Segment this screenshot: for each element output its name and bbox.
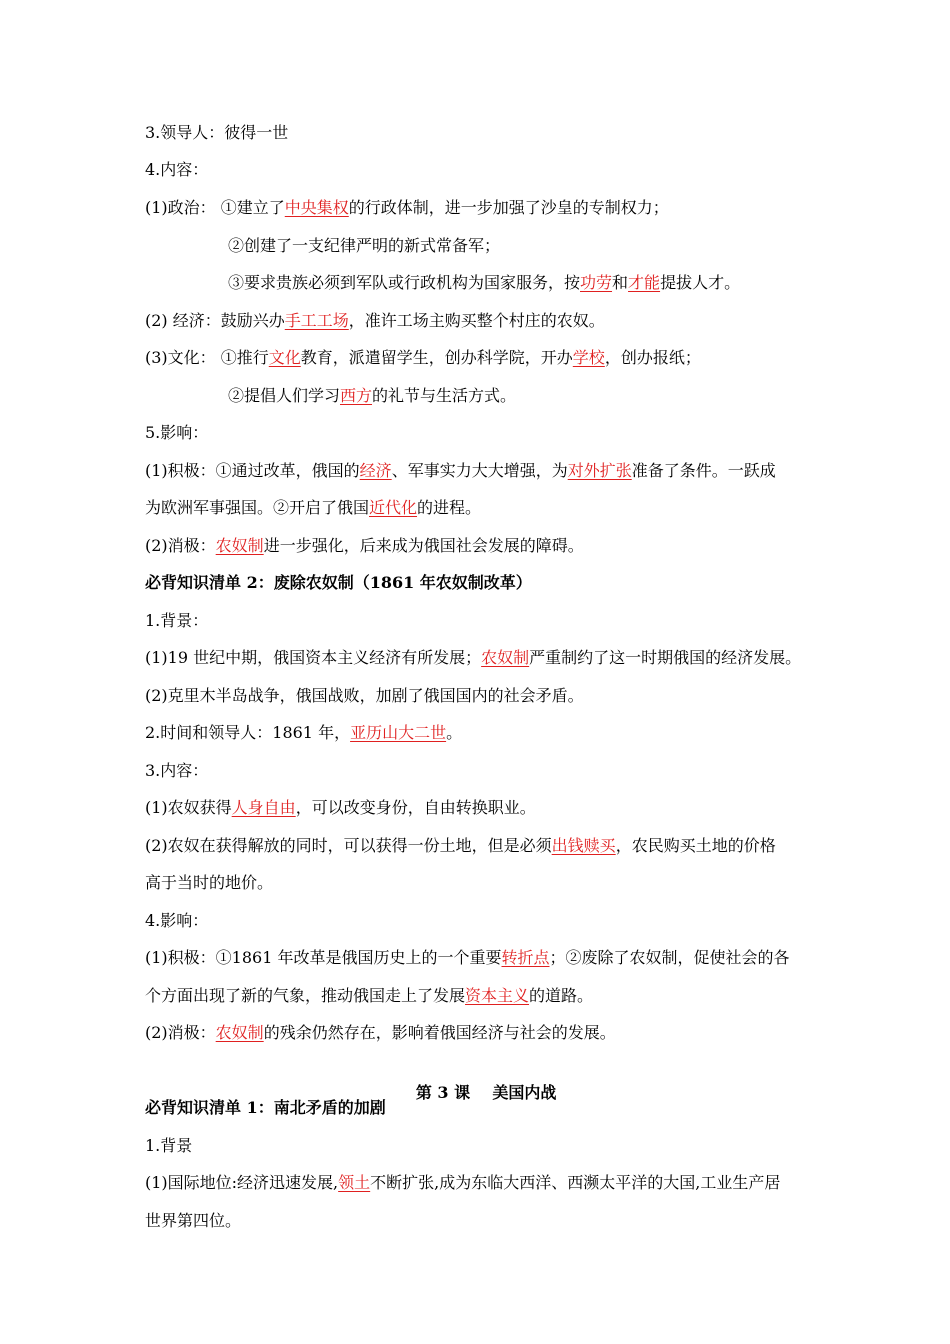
line-intl-status: (1)国际地位:经济迅速发展,领土不断扩张,成为东临大西洋、西濒太平洋的大国,工业生产居 [145,1173,781,1192]
line-background-1: (1)19 世纪中期，俄国资本主义经济有所发展；农奴制严重制约了这一时期俄国的经济发展。 [145,648,802,667]
keyword-blank: 农奴制 [215,536,264,555]
keyword-blank: 中央集权 [284,198,349,217]
line-content-heading-2: 3.内容： [145,761,209,780]
line-impact-heading: 5.影响： [145,423,209,442]
line-content-1: (1)农奴获得人身自由，可以改变身份，自由转换职业。 [145,798,536,817]
line-intl-status-cont: 世界第四位。 [145,1211,242,1230]
line-positive-1: (1)积极：①通过改革，俄国的经济、军事实力大大增强，为对外扩张准备了条件。一跃成 [145,461,776,480]
keyword-blank: 转折点 [501,948,550,967]
keyword-blank: 出钱赎买 [551,836,616,855]
keyword-blank: 文化 [268,348,301,367]
keyword-blank: 近代化 [369,498,418,517]
line-content-2-cont: 高于当时的地价。 [145,873,274,892]
keyword-blank: 功劳 [580,273,613,292]
keyword-blank: 农奴制 [481,648,530,667]
line-content-heading: 4.内容： [145,160,209,179]
line-impact-heading-2: 4.影响： [145,911,209,930]
keyword-blank: 对外扩张 [567,461,632,480]
keyword-blank: 农奴制 [215,1023,264,1042]
keyword-blank: 西方 [340,386,373,405]
keyword-blank: 资本主义 [465,986,530,1005]
line-content-2: (2)农奴在获得解放的同时，可以获得一份土地，但是必须出钱赎买，农民购买土地的价格 [145,836,776,855]
keyword-blank: 领土 [338,1173,371,1192]
keyword-blank: 经济 [359,461,392,480]
keyword-blank: 人身自由 [231,798,296,817]
line-politics-1: (1)政治： ①建立了中央集权的行政体制，进一步加强了沙皇的专制权力； [145,198,669,217]
line-negative: (2)消极：农奴制进一步强化，后来成为俄国社会发展的障碍。 [145,536,584,555]
line-culture-1: (3)文化： ①推行文化教育，派遣留学生，创办科学院，开办学校，创办报纸； [145,348,701,367]
line-leader: 3.领导人：彼得一世 [145,123,289,142]
line-background-heading: 1.背景： [145,611,209,630]
line-politics-2: ②创建了一支纪律严明的新式常备军； [228,236,501,255]
lesson-title: 第 3 课 美国内战 [415,1083,557,1102]
line-positive-2: 为欧洲军事强国。②开启了俄国近代化的进程。 [145,498,482,517]
section-heading-3: 必背知识清单 1：南北矛盾的加剧 [145,1098,386,1117]
line-economy: (2) 经济：鼓励兴办手工工场，准许工场主购买整个村庄的农奴。 [145,311,605,330]
section-heading-2: 必背知识清单 2：废除农奴制（1861 年农奴制改革） [145,573,532,592]
line-time-leader: 2.时间和领导人：1861 年，亚历山大二世。 [145,723,463,742]
keyword-blank: 亚历山大二世 [350,723,447,742]
line-negative-2: (2)消极：农奴制的残余仍然存在，影响着俄国经济与社会的发展。 [145,1023,616,1042]
line-politics-3: ③要求贵族必须到军队或行政机构为国家服务，按功劳和才能提拔人才。 [228,273,741,292]
keyword-blank: 才能 [628,273,661,292]
line-culture-2: ②提倡人们学习西方的礼节与生活方式。 [228,386,517,405]
keyword-blank: 学校 [572,348,605,367]
keyword-blank: 手工工场 [284,311,349,330]
line-positive-4: 个方面出现了新的气象，推动俄国走上了发展资本主义的道路。 [145,986,594,1005]
line-positive-3: (1)积极：①1861 年改革是俄国历史上的一个重要转折点；②废除了农奴制，促使社会的各 [145,948,790,967]
line-background-heading-3: 1.背景 [145,1136,193,1155]
line-background-2: (2)克里木半岛战争，俄国战败，加剧了俄国国内的社会矛盾。 [145,686,584,705]
